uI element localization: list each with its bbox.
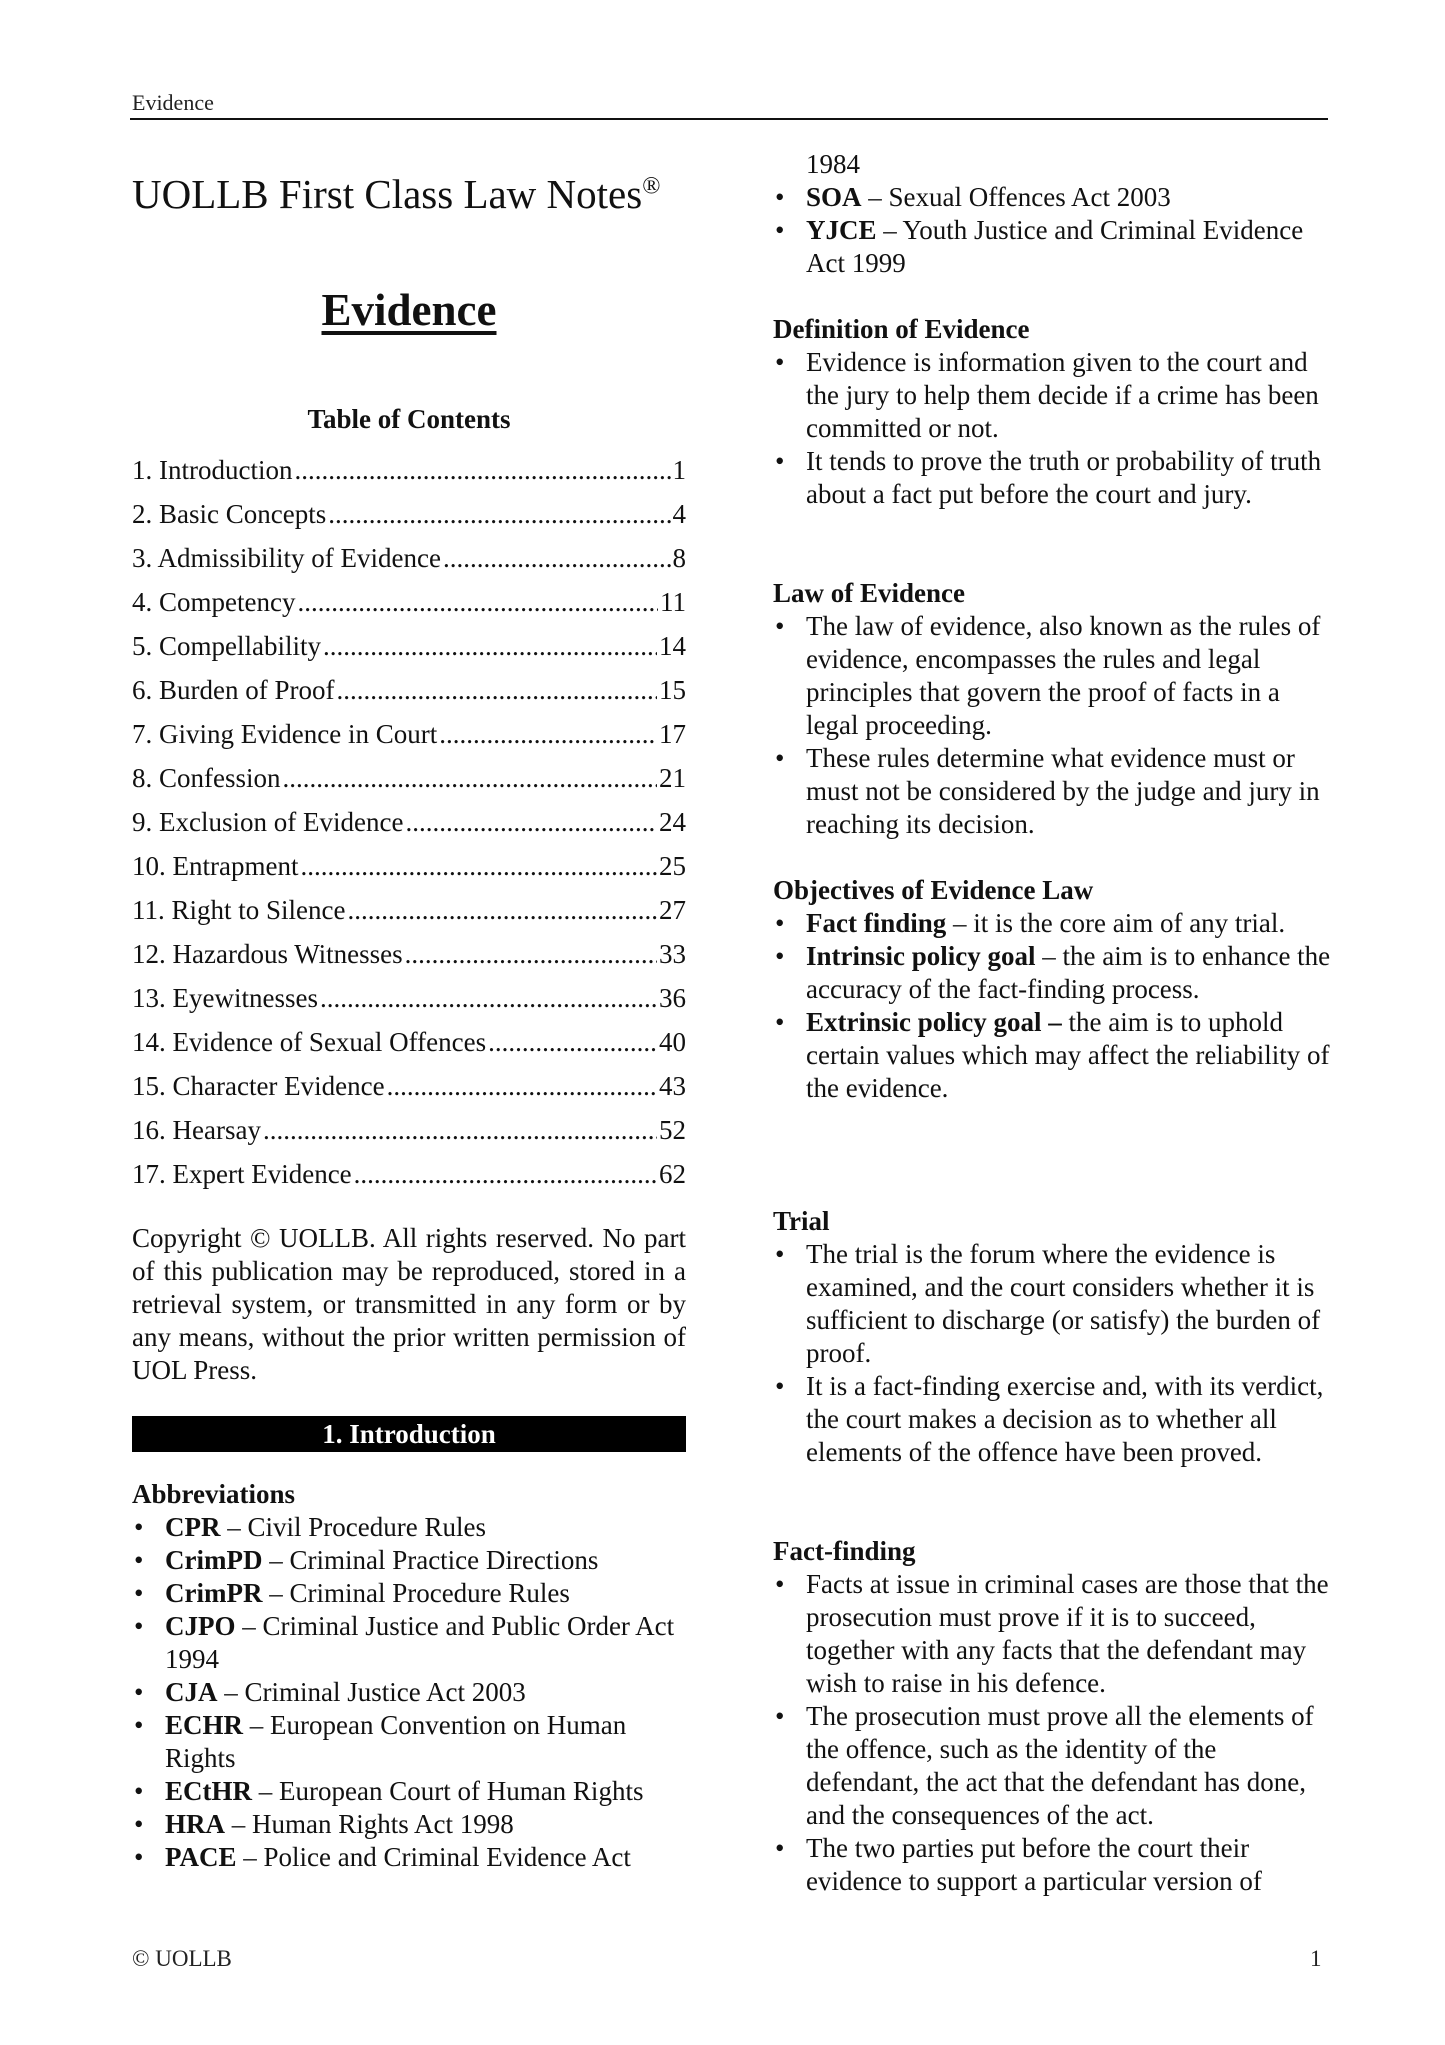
abbreviations-block <box>132 1478 686 1874</box>
toc-heading: Table of Contents <box>307 404 511 434</box>
toc-entry-page: 52 <box>659 1115 686 1145</box>
list-item: • The trial is the forum where the evidence is examined, and the court considers whether it is sufficient to discharge (or satisfy) the burden of proof. <box>773 1238 1333 1370</box>
toc-entry-page: 1 <box>672 455 686 485</box>
abbr-term: SOA <box>806 182 862 212</box>
toc-entry-page: 33 <box>659 939 686 969</box>
abbreviations-list-continued <box>773 148 1333 280</box>
abbr-expansion: – Sexual Offences Act 2003 <box>861 182 1171 212</box>
toc-entry[interactable] <box>132 624 686 668</box>
toc-entry-title: 14. Evidence of Sexual Offences <box>132 1027 487 1057</box>
toc-leader <box>439 712 657 756</box>
section-subheading: Definition of Evidence <box>773 314 1030 344</box>
toc-entry[interactable] <box>132 536 686 580</box>
toc-entry[interactable] <box>132 756 686 800</box>
toc-entry-title: 2. Basic Concepts <box>132 499 327 529</box>
toc-entry-title: 15. Character Evidence <box>132 1071 385 1101</box>
fact-finding-section <box>773 1535 1333 1898</box>
toc-entry-title: 11. Right to Silence <box>132 895 346 925</box>
toc-entry[interactable] <box>132 800 686 844</box>
bullet-list <box>773 610 1333 841</box>
toc-entry[interactable] <box>132 1108 686 1152</box>
toc-leader <box>387 1064 657 1108</box>
toc-entry-page: 24 <box>659 807 686 837</box>
abbr-term: CJPO <box>165 1611 236 1641</box>
toc-entry[interactable] <box>132 448 686 492</box>
footer-copyright: © UOLLB <box>132 1946 232 1971</box>
toc-entry[interactable] <box>132 1152 686 1196</box>
list-item-continuation: 1984 <box>806 149 860 179</box>
trial-section <box>773 1205 1333 1469</box>
toc-entry-title: 4. Competency <box>132 587 296 617</box>
abbr-expansion: – Human Rights Act 1998 <box>225 1809 514 1839</box>
toc-entry-title: 6. Burden of Proof <box>132 675 335 705</box>
toc-entry-page: 14 <box>659 631 686 661</box>
abbr-expansion: – Criminal Practice Directions <box>262 1545 599 1575</box>
list-item <box>132 1544 686 1577</box>
toc-entry[interactable] <box>132 844 686 888</box>
toc-entry-title: 9. Exclusion of Evidence <box>132 807 404 837</box>
abbr-term: CrimPR <box>165 1578 263 1608</box>
toc-leader <box>347 888 657 932</box>
toc-entry[interactable] <box>132 888 686 932</box>
section-subheading: Fact-finding <box>773 1536 916 1566</box>
list-item <box>132 1775 686 1808</box>
list-item: • It tends to prove the truth or probability of truth about a fact put before the court and jury. <box>773 445 1333 511</box>
list-item: • Facts at issue in criminal cases are those that the prosecution must prove if it is to succeed, together with any facts that the defendant may wish to raise in his defence. <box>773 1568 1333 1700</box>
toc-entry[interactable] <box>132 580 686 624</box>
list-item <box>132 1841 686 1874</box>
law-of-evidence-section <box>773 577 1333 841</box>
list-item <box>132 1676 686 1709</box>
toc-entry-page: 21 <box>659 763 686 793</box>
toc-entry[interactable] <box>132 668 686 712</box>
abbr-term: YJCE <box>806 215 877 245</box>
toc-entry-title: 7. Giving Evidence in Court <box>132 719 438 749</box>
toc-entry-title: 13. Eyewitnesses <box>132 983 318 1013</box>
toc-entry-page: 27 <box>659 895 686 925</box>
list-item: • Evidence is information given to the court and the jury to help them decide if a crime has been committed or not. <box>773 346 1333 445</box>
abbr-term: ECHR <box>165 1710 244 1740</box>
section-heading-introduction: 1. Introduction <box>132 1416 686 1452</box>
toc-entry-title: 10. Entrapment <box>132 851 299 881</box>
abbr-expansion: – Youth Justice and Criminal Evidence Act 1999 <box>806 215 1304 278</box>
list-item <box>773 214 1333 280</box>
abbreviations-heading: Abbreviations <box>132 1479 296 1509</box>
toc-entry-title: 5. Compellability <box>132 631 321 661</box>
term-text: – it is the core aim of any trial. <box>946 908 1286 938</box>
abbr-term: ECtHR <box>165 1776 252 1806</box>
toc-entry-page: 40 <box>659 1027 686 1057</box>
main-title-text: UOLLB First Class Law Notes <box>132 171 643 217</box>
abbr-term: CrimPD <box>165 1545 263 1575</box>
abbr-expansion: – Criminal Procedure Rules <box>262 1578 570 1608</box>
toc-entry-page: 11 <box>660 587 686 617</box>
toc-entry[interactable] <box>132 1020 686 1064</box>
toc-entry-title: 1. Introduction <box>132 455 293 485</box>
toc-entry-page: 62 <box>659 1159 686 1189</box>
toc-entry-title: 8. Confession <box>132 763 281 793</box>
toc-entry-page: 17 <box>659 719 686 749</box>
list-item <box>773 940 1333 1006</box>
list-item <box>773 1006 1333 1105</box>
abbr-term: CPR <box>165 1512 221 1542</box>
registered-mark: ® <box>642 173 661 200</box>
term: Intrinsic policy goal <box>806 941 1036 971</box>
toc-leader <box>283 756 658 800</box>
term: Extrinsic policy goal – <box>806 1007 1062 1037</box>
list-item: • It is a fact-finding exercise and, with its verdict, the court makes a decision as to whether all elements of the offence have been proved. <box>773 1370 1333 1469</box>
list-item: • These rules determine what evidence must or must not be considered by the judge and jury in reaching its decision. <box>773 742 1333 841</box>
abbreviations-continued <box>773 148 1333 280</box>
main-title <box>132 170 660 218</box>
list-item <box>132 1511 686 1544</box>
table-of-contents <box>132 448 686 1196</box>
term: Fact finding <box>806 908 947 938</box>
list-item <box>132 1610 686 1676</box>
list-item <box>773 181 1333 214</box>
list-item: • The law of evidence, also known as the rules of evidence, encompasses the rules and legal principles that govern the proof of facts in a legal proceeding. <box>773 610 1333 742</box>
toc-leader <box>405 932 657 976</box>
bullet-list <box>773 346 1333 511</box>
list-item <box>132 1808 686 1841</box>
running-header: Evidence <box>132 90 214 115</box>
abbr-expansion: – Civil Procedure Rules <box>220 1512 486 1542</box>
section-subheading: Trial <box>773 1206 830 1236</box>
toc-leader <box>263 1108 657 1152</box>
toc-leader <box>300 844 657 888</box>
toc-entry[interactable] <box>132 492 686 536</box>
section-subheading: Law of Evidence <box>773 578 965 608</box>
toc-entry-page: 8 <box>672 543 686 573</box>
toc-entry-title: 3. Admissibility of Evidence <box>132 543 441 573</box>
toc-entry[interactable] <box>132 976 686 1020</box>
toc-leader <box>336 668 657 712</box>
toc-leader <box>320 976 657 1020</box>
objectives-section <box>773 874 1333 1105</box>
term-text: the aim is to uphold certain values which may affect the reliability of the evidence. <box>806 1007 1330 1103</box>
toc-entry-title: 16. Hearsay <box>132 1115 261 1145</box>
toc-leader <box>443 536 671 580</box>
definition-of-evidence-section <box>773 313 1333 511</box>
toc-entry-title: 17. Expert Evidence <box>132 1159 352 1189</box>
abbr-expansion: – Criminal Justice Act 2003 <box>217 1677 526 1707</box>
bullet-list <box>773 1238 1333 1469</box>
list-item <box>132 1709 686 1775</box>
toc-entry-title: 12. Hazardous Witnesses <box>132 939 403 969</box>
document-title: Evidence <box>321 285 497 335</box>
toc-entry[interactable] <box>132 1064 686 1108</box>
term-text: – the aim is to enhance the accuracy of the fact-finding process. <box>806 941 1331 1004</box>
toc-leader <box>297 580 658 624</box>
toc-leader <box>328 492 670 536</box>
bullet-list <box>773 1568 1333 1898</box>
toc-entry-page: 4 <box>672 499 686 529</box>
abbr-term: CJA <box>165 1677 218 1707</box>
list-item <box>132 1577 686 1610</box>
toc-entry-page: 25 <box>659 851 686 881</box>
abbr-expansion: – Criminal Justice and Public Order Act 1994 <box>165 1611 675 1674</box>
toc-entry[interactable] <box>132 712 686 756</box>
toc-entry-page: 36 <box>659 983 686 1013</box>
abbr-term: PACE <box>165 1842 237 1872</box>
list-item: • The two parties put before the court their evidence to support a particular version of <box>773 1832 1333 1898</box>
abbreviations-list <box>132 1511 686 1874</box>
section-subheading: Objectives of Evidence Law <box>773 875 1094 905</box>
bullet-list <box>773 907 1333 1105</box>
abbr-term: HRA <box>165 1809 225 1839</box>
page-number: 1 <box>1310 1946 1322 1971</box>
abbr-expansion: – Police and Criminal Evidence Act <box>236 1842 631 1872</box>
abbr-expansion: – European Convention on Human Rights <box>165 1710 627 1773</box>
toc-leader <box>323 624 657 668</box>
abbr-expansion: – European Court of Human Rights <box>252 1776 644 1806</box>
toc-entry-page: 15 <box>659 675 686 705</box>
list-item <box>773 907 1333 940</box>
copyright-notice: Copyright © UOLLB. All rights reserved. No part of this publication may be reproduced, stored in a retrieval system, or transmitted in any form or by any means, without the prior written permission of UOL Press. <box>132 1223 686 1385</box>
header-rule <box>130 118 1328 120</box>
toc-leader <box>488 1020 657 1064</box>
toc-entry[interactable] <box>132 932 686 976</box>
toc-entry-page: 43 <box>659 1071 686 1101</box>
toc-leader <box>294 448 670 492</box>
toc-leader <box>354 1152 657 1196</box>
toc-leader <box>405 800 657 844</box>
list-item: • The prosecution must prove all the elements of the offence, such as the identity of the defendant, the act that the defendant has done, and the consequences of the act. <box>773 1700 1333 1832</box>
